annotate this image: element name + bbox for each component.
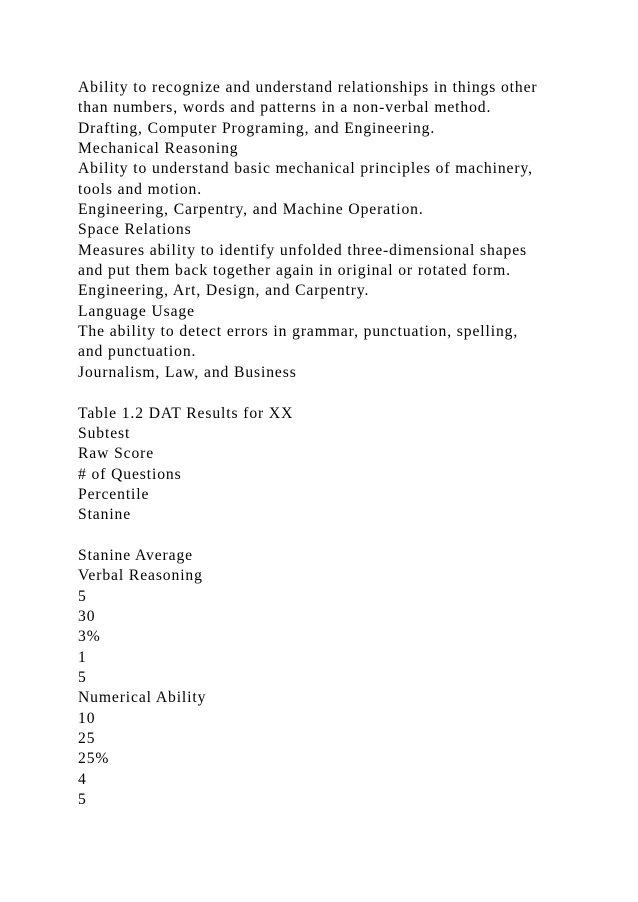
text-line: Engineering, Art, Design, and Carpentry.: [78, 282, 370, 300]
blank-line: [78, 383, 618, 403]
table-cell: 5: [78, 587, 87, 605]
blank-line: [78, 526, 618, 546]
text-line: than numbers, words and patterns in a non-verbal method.: [78, 99, 492, 117]
table-cell: 10: [78, 709, 96, 727]
table-header-cell: Subtest: [78, 424, 131, 442]
table-header-cell: Stanine Average: [78, 546, 193, 564]
table-cell: Numerical Ability: [78, 689, 207, 707]
table-caption: Table 1.2 DAT Results for XX: [78, 404, 294, 422]
table-header-cell: Stanine: [78, 506, 132, 524]
table-cell: 3%: [78, 628, 101, 646]
text-line: Drafting, Computer Programing, and Engineering.: [78, 119, 436, 137]
table-cell: 4: [78, 770, 87, 788]
table-cell: Verbal Reasoning: [78, 567, 203, 585]
section-heading: Language Usage: [78, 302, 195, 320]
table-cell: 25: [78, 730, 96, 747]
text-line: and put them back together again in original or rotated form.: [78, 262, 511, 280]
text-line: tools and motion.: [78, 180, 203, 198]
section-heading: Space Relations: [78, 221, 192, 239]
table-header-cell: Raw Score: [78, 445, 155, 463]
document-text: [78, 78, 618, 810]
table-cell: 30: [78, 607, 96, 625]
text-line: Ability to understand basic mechanical principles of machinery,: [78, 160, 533, 178]
text-line: Engineering, Carpentry, and Machine Operation.: [78, 201, 424, 219]
table-header-cell: Percentile: [78, 485, 150, 503]
table-cell: 5: [78, 791, 87, 809]
table-cell: 1: [78, 648, 87, 666]
table-cell: 25%: [78, 750, 110, 768]
text-line: Measures ability to identify unfolded three-dimensional shapes: [78, 241, 528, 259]
text-line: and punctuation.: [78, 343, 197, 361]
text-line: The ability to detect errors in grammar, punctuation, spelling,: [78, 323, 519, 341]
text-line: Ability to recognize and understand relationships in things other: [78, 79, 538, 96]
section-heading: Mechanical Reasoning: [78, 140, 239, 158]
table-cell: 5: [78, 668, 87, 686]
text-line: Journalism, Law, and Business: [78, 363, 297, 381]
table-header-cell: # of Questions: [78, 465, 182, 483]
